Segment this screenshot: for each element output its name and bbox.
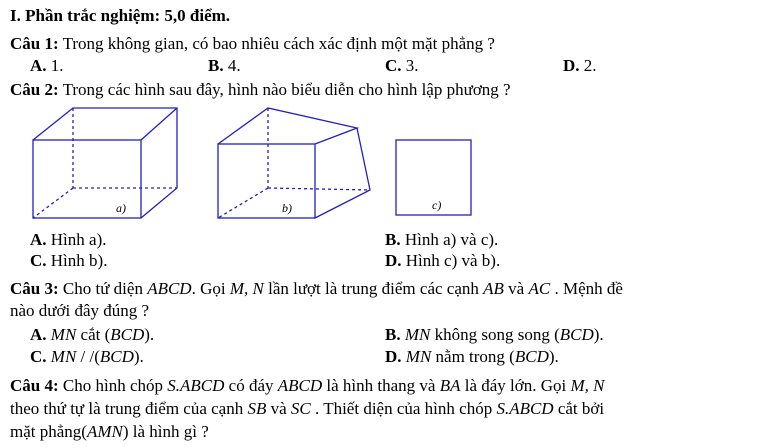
- q3-option-d[interactable]: [385, 347, 559, 367]
- option-text: 1.: [46, 56, 64, 75]
- q3-text: . Gọi: [191, 279, 230, 298]
- text-span: ) là hình gì ?: [122, 422, 209, 441]
- text-span: cắt bởi: [553, 399, 605, 418]
- option-text: 3.: [401, 56, 419, 75]
- text-span: mặt phẳng(: [10, 422, 87, 441]
- option-key: B.: [385, 230, 401, 249]
- q3-text: và: [503, 279, 529, 298]
- math-text: S.ABCD: [167, 376, 225, 395]
- q1-option-c[interactable]: [385, 56, 419, 76]
- q3-option-b[interactable]: [385, 325, 604, 345]
- section-title: I. Phần trắc nghiệm: 5,0 điểm.: [10, 6, 231, 25]
- question-4-label: Câu 4:: [10, 376, 59, 395]
- question-1: [10, 34, 495, 54]
- text-span: ).: [144, 325, 155, 344]
- math-text: BCD: [110, 325, 145, 344]
- option-key: D.: [385, 347, 402, 366]
- figure-c-label: c): [432, 198, 442, 212]
- math-text: BCD: [559, 325, 594, 344]
- text-span: Cho hình chóp: [58, 376, 168, 395]
- text-span: theo thứ tự là trung điểm của cạnh: [10, 399, 248, 418]
- question-4: [10, 376, 605, 396]
- q2-option-b[interactable]: [385, 230, 498, 250]
- option-key: B.: [208, 56, 224, 75]
- math-text: SC: [290, 399, 311, 418]
- option-key: B.: [385, 325, 401, 344]
- text-span: có đáy: [224, 376, 278, 395]
- text-span: ).: [133, 347, 144, 366]
- math-text: MN: [50, 325, 77, 344]
- q3-option-c[interactable]: [30, 347, 144, 367]
- q2-option-d[interactable]: [385, 251, 500, 271]
- math-text: MN: [404, 325, 431, 344]
- text-span: ).: [548, 347, 559, 366]
- q3-math: ABCD: [147, 279, 192, 298]
- text-span: không song song (: [430, 325, 560, 344]
- figure-a-cube: [30, 104, 180, 222]
- math-text: BCD: [514, 347, 549, 366]
- math-text: SB: [247, 399, 267, 418]
- option-key: D.: [563, 56, 580, 75]
- text-span: . Thiết diện của hình chóp: [310, 399, 497, 418]
- figure-c-square: [394, 138, 474, 218]
- option-key: A.: [30, 325, 47, 344]
- question-3-label: Câu 3:: [10, 279, 59, 298]
- option-text: 2.: [579, 56, 597, 75]
- text-span: / /(: [76, 347, 100, 366]
- option-key: C.: [385, 56, 402, 75]
- q1-option-d[interactable]: [563, 56, 597, 76]
- math-text: M, N: [570, 376, 605, 395]
- figure-b-shape: [216, 104, 374, 222]
- question-2-label: Câu 2:: [10, 80, 59, 99]
- math-text: MN: [50, 347, 77, 366]
- question-2-text: Trong các hình sau đây, hình nào biểu diễn cho hình lập phương ?: [58, 80, 511, 99]
- question-4-line2: [10, 399, 604, 419]
- q2-option-c[interactable]: [30, 251, 107, 271]
- q3-math: M, N: [229, 279, 264, 298]
- q2-option-a[interactable]: [30, 230, 107, 250]
- option-key: A.: [30, 230, 47, 249]
- q3-option-a[interactable]: [30, 325, 154, 345]
- math-text: MN: [405, 347, 432, 366]
- q3-text: Cho tứ diện: [58, 279, 148, 298]
- math-text: S.ABCD: [496, 399, 554, 418]
- text-span: nằm trong (: [431, 347, 515, 366]
- option-text: Hình b).: [46, 251, 108, 270]
- question-1-label: Câu 1:: [10, 34, 59, 53]
- q1-option-b[interactable]: [208, 56, 241, 76]
- text-span: là đáy lớn. Gọi: [460, 376, 571, 395]
- question-2: [10, 80, 511, 100]
- text-span: ).: [593, 325, 604, 344]
- option-key: C.: [30, 347, 47, 366]
- q3-math: AB: [483, 279, 504, 298]
- option-key: A.: [30, 56, 47, 75]
- q3-text: . Mệnh đề: [550, 279, 623, 298]
- math-text: AMN: [86, 422, 123, 441]
- question-4-line3: [10, 422, 209, 442]
- option-text: Hình c) và b).: [401, 251, 501, 270]
- question-1-text: Trong không gian, có bao nhiêu cách xác định một mặt phẳng ?: [58, 34, 495, 53]
- option-text: 4.: [223, 56, 241, 75]
- math-text: BA: [439, 376, 461, 395]
- option-key: D.: [385, 251, 402, 270]
- q3-text: lần lượt là trung điểm các cạnh: [263, 279, 484, 298]
- math-text: ABCD: [277, 376, 323, 395]
- text-span: là hình thang và: [322, 376, 440, 395]
- question-3-line2: nào dưới đây đúng ?: [10, 301, 150, 320]
- option-key: C.: [30, 251, 47, 270]
- option-text: Hình a) và c).: [400, 230, 499, 249]
- question-3: [10, 279, 623, 299]
- figure-b-label: b): [282, 201, 292, 215]
- q3-math: AC: [528, 279, 551, 298]
- figure-a-label: a): [116, 201, 126, 215]
- option-text: Hình a).: [46, 230, 107, 249]
- text-span: và: [266, 399, 291, 418]
- text-span: cắt (: [76, 325, 111, 344]
- q1-option-a[interactable]: [30, 56, 64, 76]
- math-text: BCD: [99, 347, 134, 366]
